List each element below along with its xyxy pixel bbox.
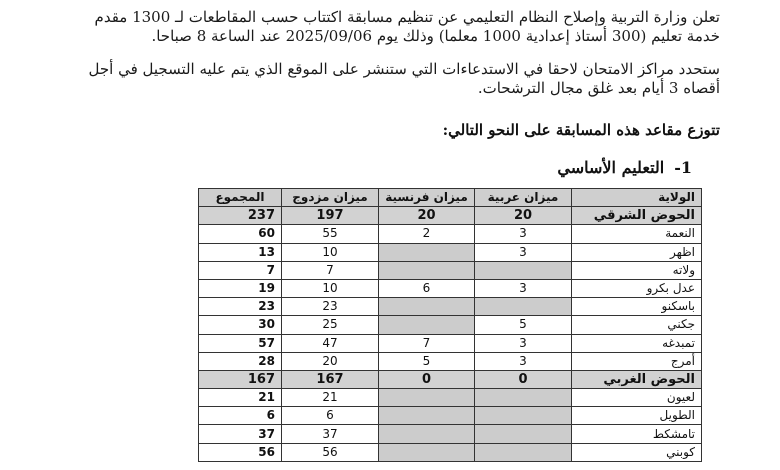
cell-total: 23 xyxy=(199,298,282,316)
cell-arabic: 3 xyxy=(475,352,572,370)
cell-total: 30 xyxy=(199,316,282,334)
cell-french: 2 xyxy=(379,225,475,243)
cell-arabic: 3 xyxy=(475,334,572,352)
cell-total: 13 xyxy=(199,243,282,261)
table-row xyxy=(199,225,702,243)
table-row xyxy=(199,334,702,352)
cell-total: 56 xyxy=(199,443,282,461)
table-header-row xyxy=(199,189,702,207)
cell-french: 0 xyxy=(379,370,475,388)
cell-bilingual: 47 xyxy=(282,334,379,352)
cell-wilaya: اظهر xyxy=(572,243,702,261)
cell-total: 37 xyxy=(199,425,282,443)
section-number: 1- xyxy=(674,158,692,177)
cell-arabic xyxy=(475,389,572,407)
cell-wilaya: تمبدغه xyxy=(572,334,702,352)
cell-wilaya: النعمة xyxy=(572,225,702,243)
table-row xyxy=(199,298,702,316)
cell-french: 7 xyxy=(379,334,475,352)
cell-total: 28 xyxy=(199,352,282,370)
cell-bilingual: 56 xyxy=(282,443,379,461)
cell-french xyxy=(379,298,475,316)
cell-arabic xyxy=(475,443,572,461)
cell-arabic xyxy=(475,407,572,425)
section-heading xyxy=(557,158,692,177)
cell-bilingual: 7 xyxy=(282,261,379,279)
cell-bilingual: 6 xyxy=(282,407,379,425)
cell-wilaya: أمرج xyxy=(572,352,702,370)
cell-total: 60 xyxy=(199,225,282,243)
cell-wilaya: جكني xyxy=(572,316,702,334)
header-arabic: ميزان عربية xyxy=(475,189,572,207)
cell-wilaya: تامشكط xyxy=(572,425,702,443)
seats-distribution-table xyxy=(198,188,702,462)
announcement-paragraph: تعلن وزارة التربية وإصلاح النظام التعليمي عن تنظيم مسابقة اكتتاب حسب المقاطعات لـ 1300 مقدم خدمة تعليم (300 أستاذ إعدادية 1000 معلما) وذلك يوم 2025/09/06 عند الساعة 8 صباحا. xyxy=(94,8,720,45)
cell-french xyxy=(379,261,475,279)
cell-wilaya: باسكنو xyxy=(572,298,702,316)
cell-total: 6 xyxy=(199,407,282,425)
cell-french xyxy=(379,443,475,461)
cell-arabic: 3 xyxy=(475,243,572,261)
cell-french xyxy=(379,316,475,334)
cell-arabic: 5 xyxy=(475,316,572,334)
cell-bilingual: 25 xyxy=(282,316,379,334)
table-row xyxy=(199,316,702,334)
cell-arabic: 3 xyxy=(475,279,572,297)
cell-arabic xyxy=(475,261,572,279)
cell-wilaya: ولاته xyxy=(572,261,702,279)
cell-wilaya: الحوض الشرقي xyxy=(572,207,702,225)
table-row xyxy=(199,443,702,461)
cell-wilaya: الحوض الغربي xyxy=(572,370,702,388)
cell-total: 57 xyxy=(199,334,282,352)
table-row xyxy=(199,352,702,370)
cell-wilaya: كوبني xyxy=(572,443,702,461)
cell-french: 20 xyxy=(379,207,475,225)
cell-bilingual: 20 xyxy=(282,352,379,370)
cell-french xyxy=(379,425,475,443)
region-row xyxy=(199,207,702,225)
table-row xyxy=(199,243,702,261)
table-row xyxy=(199,261,702,279)
cell-total: 167 xyxy=(199,370,282,388)
cell-bilingual: 21 xyxy=(282,389,379,407)
cell-total: 237 xyxy=(199,207,282,225)
cell-total: 21 xyxy=(199,389,282,407)
table-row xyxy=(199,279,702,297)
cell-arabic: 20 xyxy=(475,207,572,225)
cell-bilingual: 10 xyxy=(282,279,379,297)
header-wilaya: الولاية xyxy=(572,189,702,207)
table-row xyxy=(199,425,702,443)
cell-arabic xyxy=(475,425,572,443)
table-row xyxy=(199,407,702,425)
cell-arabic xyxy=(475,298,572,316)
cell-arabic: 3 xyxy=(475,225,572,243)
cell-bilingual: 23 xyxy=(282,298,379,316)
header-total: المجموع xyxy=(199,189,282,207)
cell-wilaya: عدل بكرو xyxy=(572,279,702,297)
cell-bilingual: 37 xyxy=(282,425,379,443)
table-row xyxy=(199,389,702,407)
cell-bilingual: 55 xyxy=(282,225,379,243)
region-row xyxy=(199,370,702,388)
header-french: ميزان فرنسية xyxy=(379,189,475,207)
cell-wilaya: لعيون xyxy=(572,389,702,407)
cell-wilaya: الطويل xyxy=(572,407,702,425)
cell-bilingual: 197 xyxy=(282,207,379,225)
cell-french xyxy=(379,407,475,425)
distribution-intro: تتوزع مقاعد هذه المسابقة على النحو التالي: xyxy=(442,121,720,139)
cell-french xyxy=(379,389,475,407)
cell-french xyxy=(379,243,475,261)
cell-bilingual: 10 xyxy=(282,243,379,261)
cell-arabic: 0 xyxy=(475,370,572,388)
section-title: التعليم الأساسي xyxy=(557,158,665,177)
cell-french: 5 xyxy=(379,352,475,370)
cell-french: 6 xyxy=(379,279,475,297)
cell-total: 19 xyxy=(199,279,282,297)
header-bilingual: ميزان مزدوج xyxy=(282,189,379,207)
cell-bilingual: 167 xyxy=(282,370,379,388)
cell-total: 7 xyxy=(199,261,282,279)
exam-centers-paragraph: ستحدد مراكز الامتحان لاحقا في الاستدعاءات التي ستنشر على الموقع الذي يتم عليه التسجيل في أجل أقصاه 3 أيام بعد غلق مجال الترشحات. xyxy=(88,60,720,97)
